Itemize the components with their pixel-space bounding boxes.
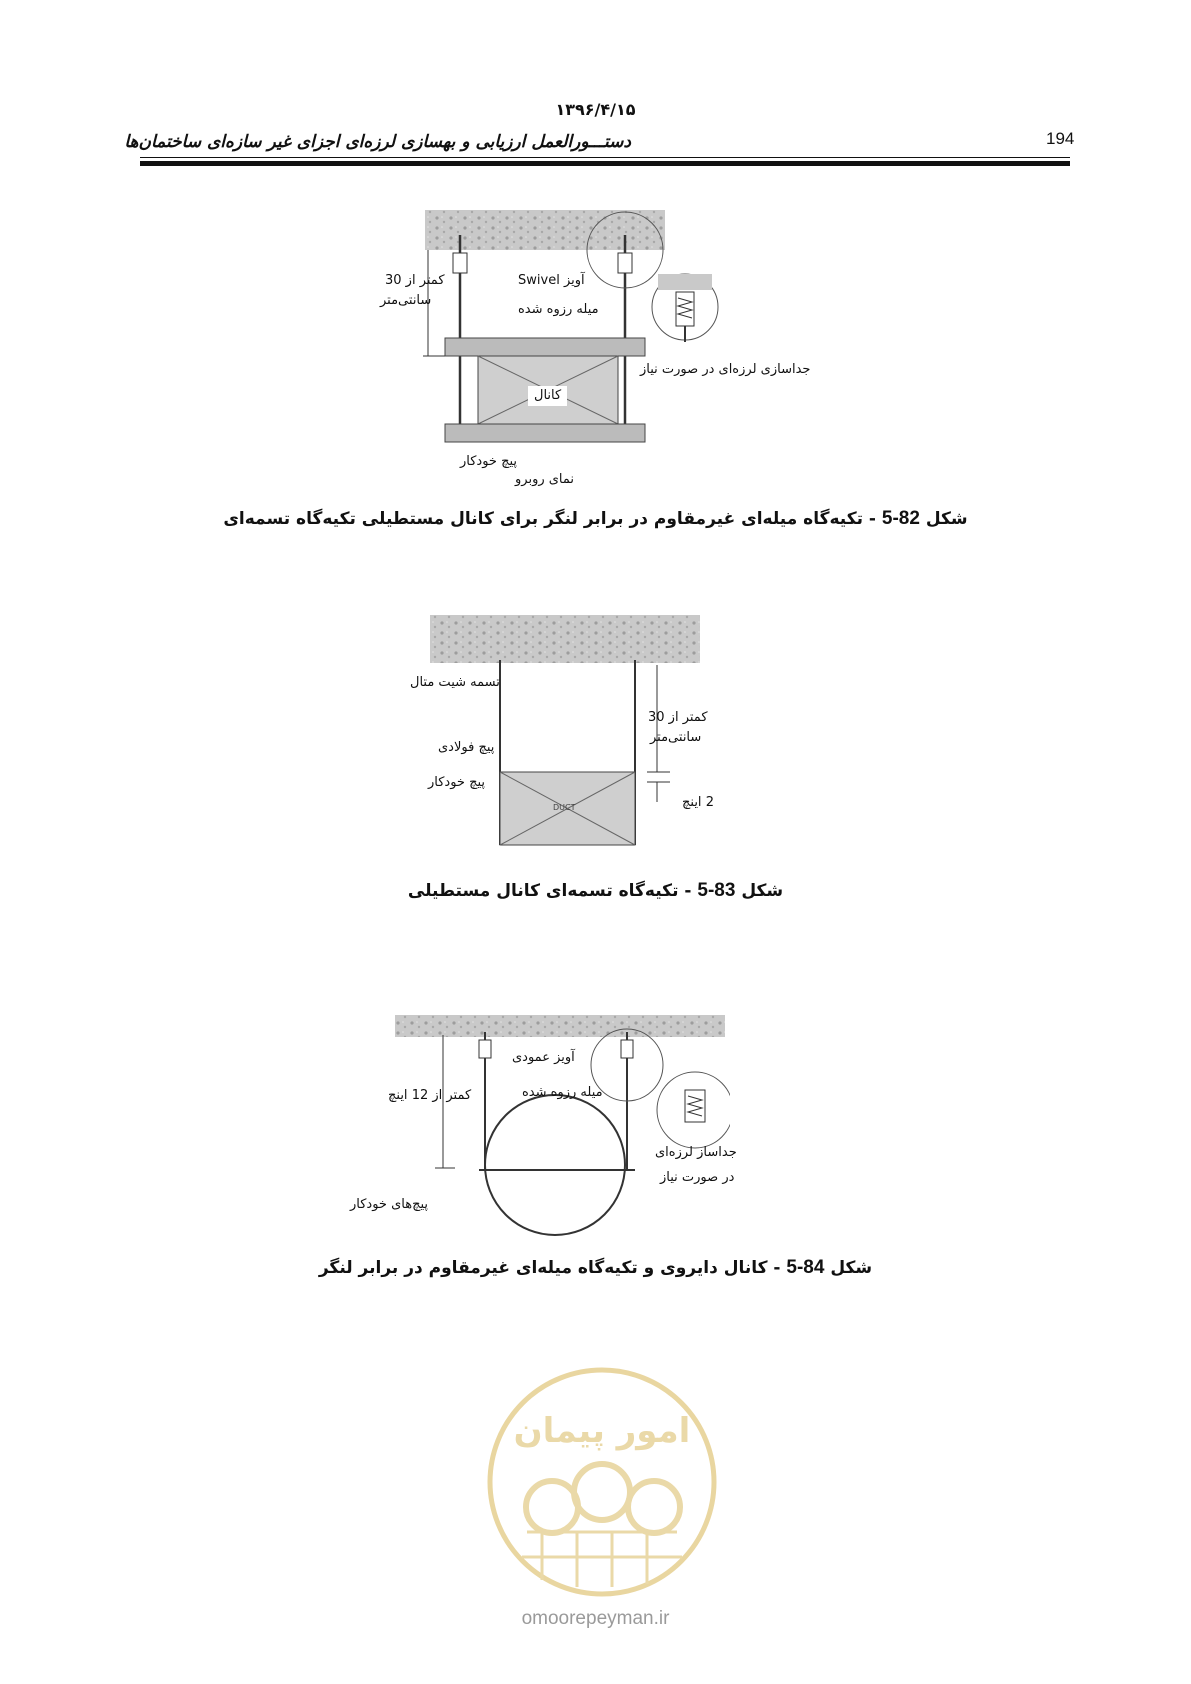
fig82-label-front-view: نمای روبرو	[515, 472, 575, 487]
fig83-label-2inch: 2 اینچ	[682, 795, 714, 810]
fig82-caption: شکل 5-82 - تکیه‌گاه میله‌ای غیرمقاوم در برابر لنگر برای کانال مستطیلی تکیه‌گاه تسمه‌ای	[223, 508, 968, 529]
fig82-label-threaded-rod: میله رزوه شده	[518, 302, 599, 317]
fig82-label-duct: کانال	[528, 386, 567, 406]
fig82-label-swivel: آویز Swivel	[518, 273, 585, 288]
svg-text:امور پیمان: امور پیمان	[513, 1411, 691, 1451]
fig84-caption-num: 5-84	[786, 1257, 825, 1278]
fig82-label-isolation: جداسازی لرزه‌ای در صورت نیاز	[640, 362, 811, 377]
fig82-label-cm: سانتی‌متر	[380, 293, 432, 308]
fig83-label-self-screw: پیچ خودکار	[428, 775, 486, 790]
fig84-label-isolator-1: جداساز لرزه‌ای	[655, 1145, 737, 1160]
fig84-caption-text: کانال دایروی و تکیه‌گاه میله‌ای غیرمقاوم در برابر لنگر	[318, 1258, 768, 1278]
header-title: دستـــورالعمل ارزیابی و بهسازی لرزه‌ای اجزای غیر سازه‌ای ساختمان‌ها	[124, 132, 631, 152]
fig83-label-steel-screw: پیچ فولادی	[438, 740, 495, 755]
fig82-label-less30: کمتر از 30	[385, 273, 445, 288]
fig84-label-isolator-2: در صورت نیاز	[660, 1170, 735, 1185]
fig83-caption: شکل 5-83 - تکیه‌گاه تسمه‌ای کانال مستطیلی	[407, 880, 784, 901]
header-date: ۱۳۹۶/۴/۱۵	[555, 100, 636, 119]
fig84-label-vertical-hanger: آویز عمودی	[512, 1050, 575, 1065]
figure-82-isolator-detail	[650, 262, 720, 362]
figure-84-diagram	[395, 1010, 730, 1240]
fig83-label-cm: سانتی‌متر	[650, 730, 702, 745]
watermark-logo	[482, 1362, 722, 1602]
fig83-label-duct: DUCT	[553, 803, 576, 812]
fig82-label-screw: پیچ خودکار	[460, 454, 518, 469]
fig84-caption: شکل 5-84 - کانال دایروی و تکیه‌گاه میله‌ای غیرمقاوم در برابر لنگر	[318, 1257, 873, 1278]
fig83-label-strap: تسمه شیت متال	[410, 675, 500, 690]
fig83-label-less30: کمتر از 30	[648, 710, 708, 725]
fig83-caption-num: 5-83	[697, 880, 736, 901]
fig84-label-screws: پیچ‌های خودکار	[350, 1197, 429, 1212]
header-rule-thin	[140, 157, 1070, 158]
fig84-label-less12: کمتر از 12 اینچ	[388, 1088, 472, 1103]
header-rule-thick	[140, 161, 1070, 166]
figure-82-diagram	[420, 205, 670, 475]
fig84-label-threaded-rod: میله رزوه شده	[522, 1085, 603, 1100]
fig82-caption-prefix: شکل	[925, 509, 968, 529]
fig83-caption-text: تکیه‌گاه تسمه‌ای کانال مستطیلی	[407, 881, 679, 901]
page-number: 194	[1046, 129, 1075, 148]
fig83-caption-prefix: شکل	[741, 881, 784, 901]
fig82-caption-num: 5-82	[881, 508, 920, 529]
fig82-caption-text: تکیه‌گاه میله‌ای غیرمقاوم در برابر لنگر برای کانال مستطیلی تکیه‌گاه تسمه‌ای	[223, 509, 863, 529]
fig84-caption-prefix: شکل	[830, 1258, 873, 1278]
watermark-url: omoorepeyman.ir	[521, 1608, 670, 1629]
